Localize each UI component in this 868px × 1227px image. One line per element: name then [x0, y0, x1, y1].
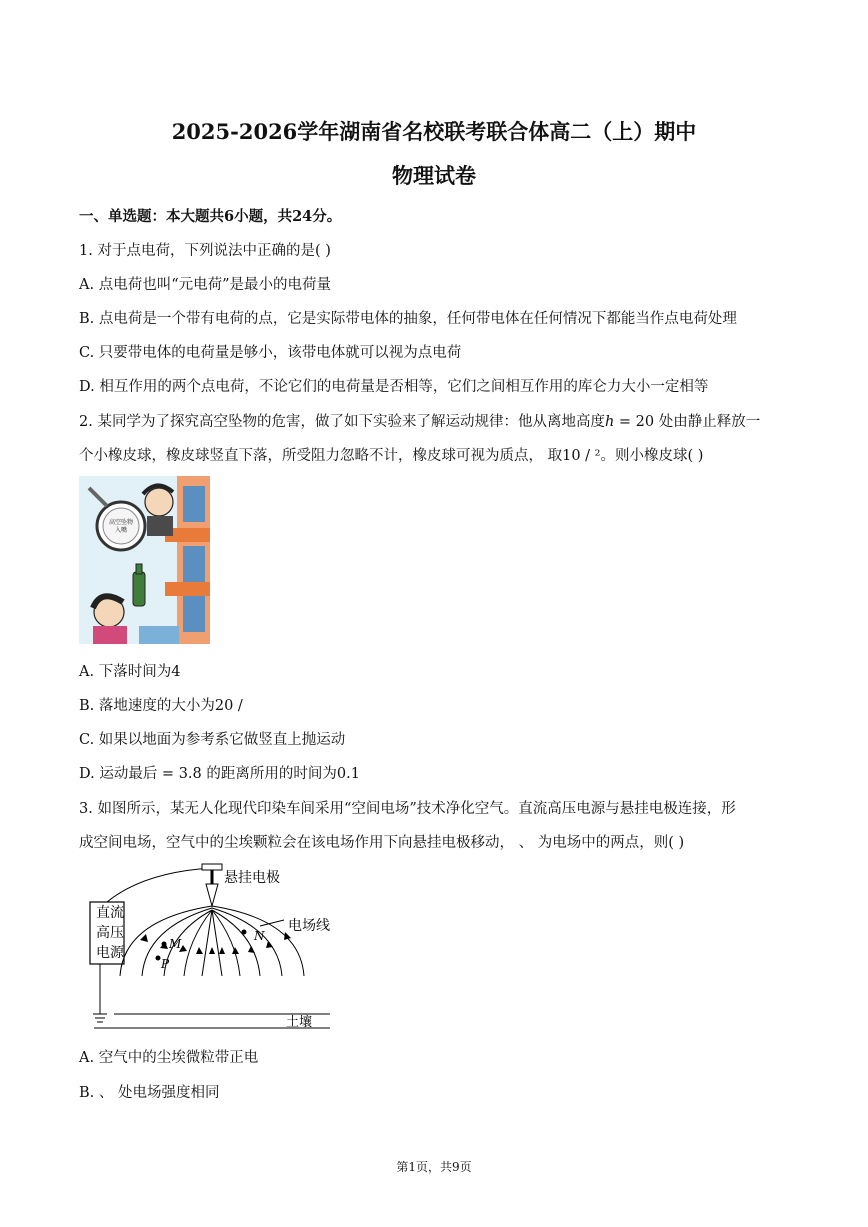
q2-option-d: D. 运动最后 = 3.8 的距离所用的时间为0.1	[79, 766, 360, 782]
point-p-label: P	[161, 957, 170, 971]
point-n-label: N	[254, 929, 265, 943]
page-title-line2: 物理试卷	[392, 163, 476, 188]
falling-object-illustration	[79, 476, 210, 644]
q1-option-a: A. 点电荷也叫“元电荷”是最小的电荷量	[79, 277, 332, 293]
power-label-2: 流	[110, 905, 124, 921]
point-m-label: M	[169, 937, 182, 951]
power-label-1: 直	[96, 905, 110, 921]
q1-option-b: B. 点电荷是一个带有电荷的点，它是实际带电体的抽象，任何带电体在任何情况下都能当作点电荷处理	[79, 311, 737, 327]
q2-option-c: C. 如果以地面为参考系它做竖直上抛运动	[79, 732, 346, 748]
power-label-3: 高	[96, 925, 110, 941]
svg-text:入嘴: 入嘴	[114, 527, 128, 534]
page-footer: 第1页，共9页	[396, 1160, 472, 1174]
q3-option-a: A. 空气中的尘埃微粒带正电	[79, 1050, 259, 1066]
q3-stem-line2: 成空间电场，空气中的尘埃颗粒会在该电场作用下向悬挂电极移动， 、 为电场中的两点，则( )	[79, 835, 685, 851]
svg-text:高空坠物: 高空坠物	[108, 519, 134, 526]
power-label-4: 压	[110, 925, 124, 941]
page-title-line1: 2025-2026学年湖南省名校联考联合体高二（上）期中	[171, 119, 697, 144]
q1-stem: 1. 对于点电荷，下列说法中正确的是( )	[79, 243, 331, 259]
q2-stem-line2: 个小橡皮球，橡皮球竖直下落，所受阻力忽略不计，橡皮球可视为质点， 取10 / ²。则小橡皮球( )	[79, 448, 704, 464]
power-label-5: 电	[96, 945, 110, 961]
field-line-label: 电场线	[288, 918, 330, 934]
power-label-6: 源	[110, 945, 124, 961]
section-heading: 一、单选题：本大题共6小题，共24分。	[79, 208, 342, 225]
q2-stem-line1: 2. 某同学为了探究高空坠物的危害，做了如下实验来了解运动规律：他从离地高度ℎ = 20 处由静止释放一	[79, 414, 761, 430]
q1-option-c: C. 只要带电体的电荷量是够小，该带电体就可以视为点电荷	[79, 345, 462, 361]
q1-option-d: D. 相互作用的两个点电荷，不论它们的电荷量是否相等，它们之间相互作用的库仑力大小一定相等	[79, 379, 709, 395]
electric-field-diagram	[84, 862, 344, 1034]
electrode-label: 悬挂电极	[224, 870, 280, 886]
soil-label: 土壤	[286, 1015, 313, 1030]
q3-option-b: B. 、 处电场强度相同	[79, 1085, 220, 1101]
q2-option-b: B. 落地速度的大小为20 /	[79, 698, 243, 714]
q2-option-a: A. 下落时间为4	[79, 664, 181, 680]
q3-stem-line1: 3. 如图所示，某无人化现代印染车间采用“空间电场”技术净化空气。直流高压电源与悬挂电极连接，形	[79, 801, 736, 817]
